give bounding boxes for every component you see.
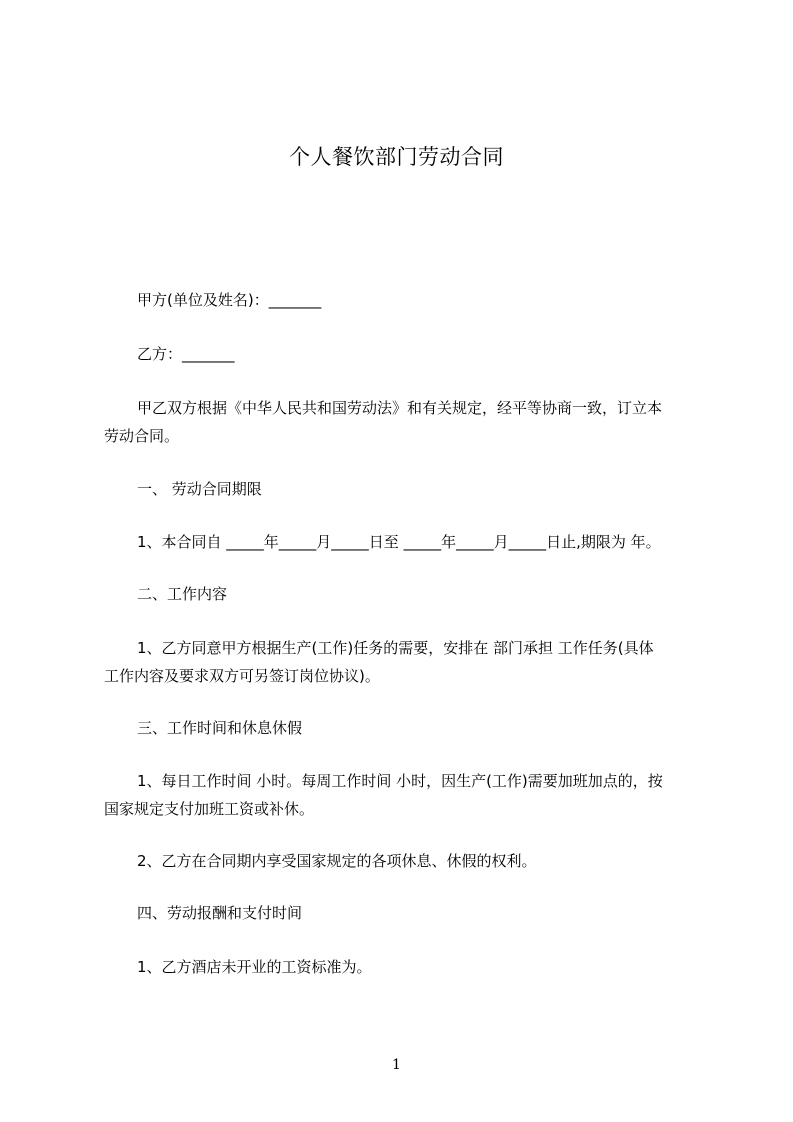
- section-3-item-1-line-2: 国家规定支付加班工资或补休。: [104, 800, 315, 818]
- party-b-line: 乙方：_______: [137, 345, 235, 363]
- section-4-heading: 四、劳动报酬和支付时间: [137, 904, 303, 922]
- section-1-item-1: 1、本合同自 _____年_____月_____日至 _____年_____月_____日止,期限为 年。: [137, 533, 661, 551]
- page-number: 1: [392, 1057, 401, 1073]
- document-title: 个人餐饮部门劳动合同: [289, 145, 504, 169]
- preamble-line-1: 甲乙双方根据《中华人民共和国劳动法》和有关规定，经平等协商一致，订立本: [137, 399, 663, 417]
- section-2-item-1-line-1: 1、乙方同意甲方根据生产(工作)任务的需要，安排在 部门承担 工作任务(具体: [137, 639, 654, 657]
- section-3-item-1-line-1: 1、每日工作时间 小时。每周工作时间 小时，因生产(工作)需要加班加点的，按: [137, 772, 663, 790]
- section-3-heading: 三、工作时间和休息休假: [137, 719, 303, 737]
- section-3-item-2: 2、乙方在合同期内享受国家规定的各项休息、休假的权利。: [137, 852, 537, 870]
- section-2-heading: 二、工作内容: [137, 585, 228, 603]
- section-2-item-1-line-2: 工作内容及要求双方可另签订岗位协议)。: [104, 667, 380, 685]
- section-1-heading: 一、 劳动合同期限: [137, 480, 262, 498]
- party-a-line: 甲方(单位及姓名)：_______: [137, 291, 322, 309]
- section-4-item-1: 1、乙方酒店未开业的工资标准为。: [137, 958, 372, 976]
- preamble-line-2: 劳动合同。: [104, 427, 180, 445]
